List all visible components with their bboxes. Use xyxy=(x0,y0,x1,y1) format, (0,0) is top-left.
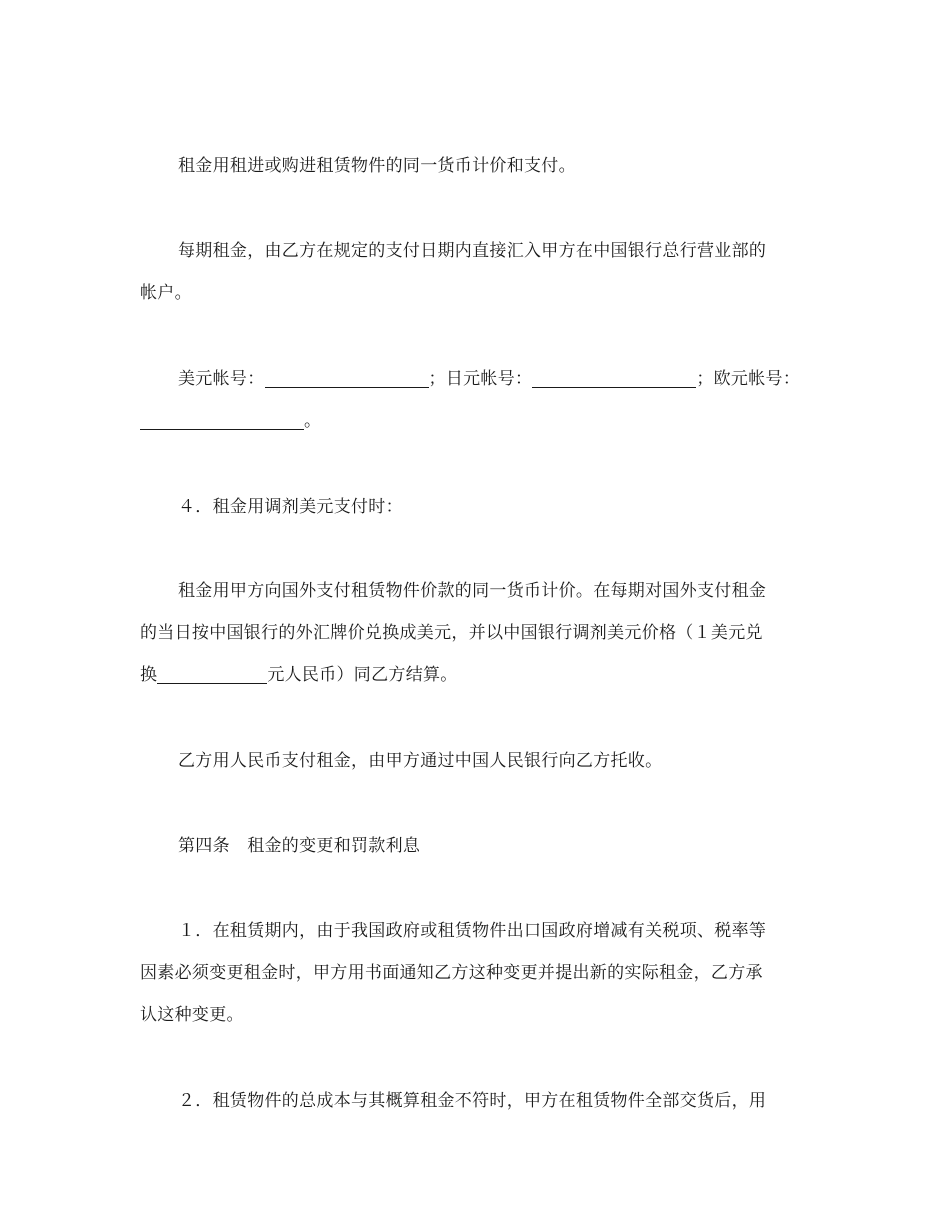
text-line: ４．租金用调剂美元支付时： xyxy=(178,497,403,517)
paragraph-usd-settlement xyxy=(140,570,812,696)
eur-account-blank xyxy=(140,411,304,430)
text-line: 每期租金，由乙方在规定的支付日期内直接汇入甲方在中国银行总行营业部的 xyxy=(178,241,767,261)
text-line: 乙方用人民币支付租金，由甲方通过中国人民银行向乙方托收。 xyxy=(178,751,663,771)
item-2-paragraph xyxy=(140,1080,812,1122)
exchange-rate-blank xyxy=(157,665,267,684)
text-fragment: 元人民币）同乙方结算。 xyxy=(267,665,458,685)
text-line: ２．租赁物件的总成本与其概算租金不符时，甲方在租赁物件全部交货后，用 xyxy=(178,1091,767,1111)
account-line xyxy=(140,358,812,400)
separator: ； xyxy=(696,369,714,389)
paragraph-payment-account xyxy=(140,230,812,314)
item-1-paragraph xyxy=(140,910,812,1036)
text-line: １．在租赁期内，由于我国政府或租赁物件出口国政府增减有关税项、税率等 xyxy=(178,921,767,941)
text-line: 租金用甲方向国外支付租赁物件价款的同一货币计价。在每期对国外支付租金 xyxy=(178,581,767,601)
text-line: 认这种变更。 xyxy=(140,1005,244,1025)
text-line: 的当日按中国银行的外汇牌价兑换成美元，并以中国银行调剂美元价格（１美元兑 xyxy=(140,623,763,643)
article-4-heading xyxy=(140,825,812,867)
item-4-heading xyxy=(140,486,812,528)
period: 。 xyxy=(304,411,322,431)
usd-account-blank xyxy=(265,369,429,388)
account-line xyxy=(140,400,812,442)
usd-account-label: 美元帐号： xyxy=(178,369,265,389)
paragraph-currency xyxy=(140,145,812,187)
text-line: 因素必须变更租金时，甲方用书面通知乙方这种变更并提出新的实际租金，乙方承 xyxy=(140,963,763,983)
text-line: 帐户。 xyxy=(140,283,192,303)
text-fragment: 换 xyxy=(140,665,158,685)
jpy-account-blank xyxy=(532,369,696,388)
text-line: 租金用租进或购进租赁物件的同一货币计价和支付。 xyxy=(178,156,576,176)
eur-account-label: 欧元帐号： xyxy=(713,369,801,389)
jpy-account-label: 日元帐号： xyxy=(445,369,533,389)
paragraph-rmb-payment xyxy=(140,740,812,782)
paragraph-account-numbers xyxy=(140,358,812,442)
text-line: 第四条 租金的变更和罚款利息 xyxy=(178,836,421,856)
separator: ； xyxy=(428,369,446,389)
text-line xyxy=(140,654,812,696)
